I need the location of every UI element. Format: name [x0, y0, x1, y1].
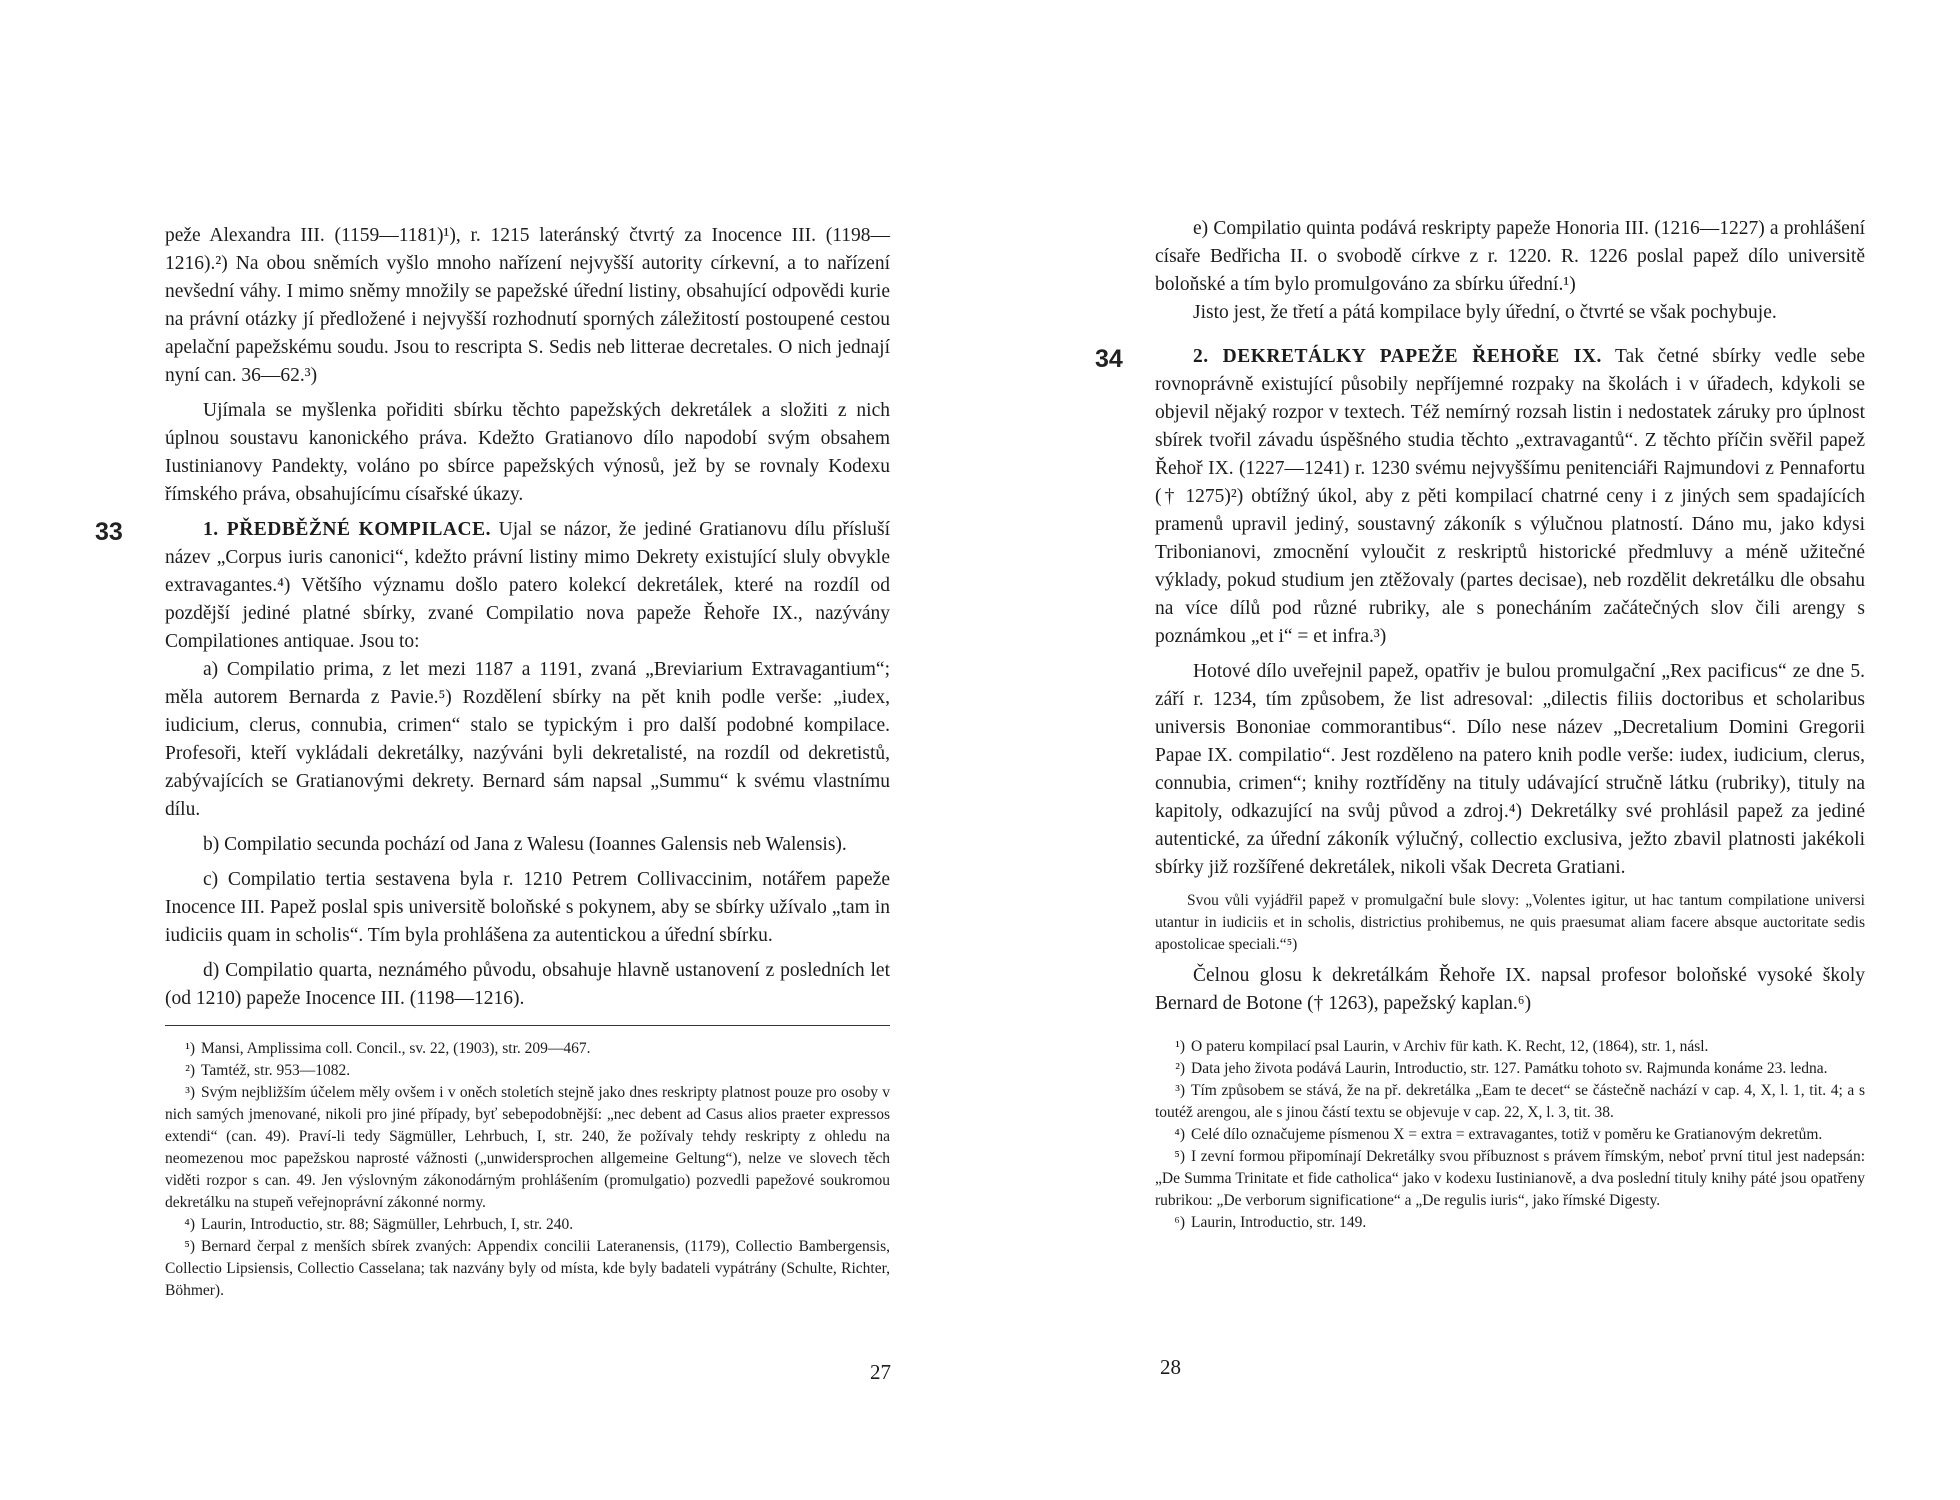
page-number-right: 28 [1160, 1355, 1181, 1379]
right-section-text: Tak četné sbírky vedle sebe rovnoprávně existující působily nepříjemné rozpaky na školách i v úřadech, kdykoli se objevil nějaký rozpor v textech. Též nemírný rozsah listin i nedostatek záruky pro úplnost sbírek tvořil závadu úspěšného studia těchto „extravagantů“. Z těchto příčin svěřil papež Řehoř IX. (1227—1241) r. 1230 svému nejvyššímu penitenciáři Rajmundovi z Pennafortu († 1275)²) obtížný úkol, aby z pěti kompilací chatrné ceny i z jiných sem spadajících pramenů upravil jediný, soustavný zákoník s výlučnou platností. Dáno mu, jako kdysi Tribonianovi, zmocnění vyloučit z reskriptů historické předmluvy a méně užitečné výklady, pokud studium jen ztěžovaly (partes decisae), neb rozdělit dekretálku dle obsahu na více dílů pod různé rubriky, ale s ponecháním začátečných slov čili arengy s poznámkou „et i“ = et infra.³) [1155, 346, 1865, 647]
right-body-text [1095, 215, 1865, 882]
left-body-text [95, 222, 891, 1013]
left-section-text: Ujal se názor, že jediné Gratianovu dílu přísluší název „Corpus iuris canonici“, kdežto právní listiny mimo Dekrety existující sluly obvykle extravagantes.⁴) Většího významu došlo patero kolekcí dekretálek, které na rozdíl od pozdější jediné platné sbírky, zvané Compilatio nova papeže Řehoře IX., nazývány Compilationes antiquae. Jsou to: [165, 519, 891, 652]
footnote: ³) Tím způsobem se stává, že na př. dekretálka „Eam te decet“ se částečně nachází v cap. 4, X, l. 1, tit. 4; a s toutéž arengou, ale s jinou částí textu se objevuje v cap. 22, X, l. 3, tit. 38. [1155, 1082, 1865, 1121]
left-paragraph-1: peže Alexandra III. (1159—1181)¹), r. 1215 lateránský čtvrtý za Inocence III. (1198—1216).²) Na obou sněmích vyšlo mnoho nařízení nejvyšší autority církevní, a to nařízení nevšední váhy. I mimo sněmy množily se papežské úřední listiny, obsahující odpovědi kurie na právní otázky jí předložené i nejvyšší rozhodnutí sporných záležitostí postoupené cestou apelační papežskému soudu. Jsou to rescripta S. Sedis neb litterae decretales. O nich jednají nyní can. 36—62.³) [165, 225, 890, 386]
left-page [95, 222, 891, 1302]
left-item-d: d) Compilatio quarta, neznámého původu, obsahuje hlavně ustanovení z posledních let (od 1210) papeže Inocence III. (1198—1216). [165, 960, 890, 1009]
section-heading-34: 2. DEKRETÁLKY PAPEŽE ŘEHOŘE IX. [1193, 346, 1602, 367]
left-item-a: a) Compilatio prima, z let mezi 1187 a 1191, zvaná „Breviarium Extravagantium“; měla autorem Bernarda z Pavie.⁵) Rozdělení sbírky na pět knih podle verše: „iudex, iudicium, clerus, connubia, crimen“ stalo se typickým i pro další podobné kompilace. Profesoři, kteří vykládali dekretálky, nazýváni byli dekretalisté, na rozdíl od dekretistů, zabývajících se Gratianovými dekrety. Bernard sám napsal „Summu“ k svému vlastnímu dílu. [165, 659, 890, 820]
right-section-34 [1095, 343, 1865, 651]
right-small-text [1155, 890, 1865, 956]
right-paragraph-3: Čelnou glosu k dekretálkám Řehoře IX. napsal profesor boloňské vysoké školy Bernard de Botone († 1263), papežský kaplan.⁶) [1155, 965, 1865, 1014]
right-item-e: e) Compilatio quinta podává reskripty papeže Honoria III. (1216—1227) a prohlášení císaře Bedřicha II. o svobodě církve z r. 1220. R. 1226 poslal papež dílo universitě boloňské a tím bylo promulgováno za sbírku úřední.¹) [1155, 218, 1865, 295]
footnote: ¹) Mansi, Amplissima coll. Concil., sv. 22, (1903), str. 209—467. [185, 1040, 591, 1057]
section-heading-33: 1. PŘEDBĚŽNÉ KOMPILACE. [203, 519, 491, 540]
right-paragraph-2: Hotové dílo uveřejnil papež, opatřiv je bulou promulgační „Rex pacificus“ ze dne 5. září r. 1234, tím způsobem, že list adresoval: „dilectis filiis doctoribus et scholaribus universis Bononiae commorantibus“. Dílo nese název „Decretalium Domini Gregorii Papae IX. compilatio“. Jest rozděleno na patero knih podle verše: iudex, iudicium, clerus, connubia, crimen“; knihy roztříděny na tituly udávající stručně látku (rubriky), tituly na kapitoly, odkazující na svůj původ a zdroj.⁴) Dekretálky své prohlásil papež za jediné autentické, za úřední zákoník výlučný, collectio exclusiva, ježto zbavil platnosti jakékoli sbírky již rozšířené dekretálek, nikoli však Decreta Gratiani. [1155, 661, 1865, 878]
left-paragraph-2: Ujímala se myšlenka pořiditi sbírku těchto papežských dekretálek a složiti z nich úplnou soustavu kanonického práva. Kdežto Gratianovo dílo napodobí svým obsahem Iustinianovy Pandekty, voláno po sbírce papežských výnosů, jež by se rovnaly Kodexu římského práva, obsahujícímu císařské úkazy. [165, 400, 890, 505]
footnote: ⁵) I zevní formou připomínají Dekretálky svou příbuznost s právem římským, neboť první titul jest nadepsán: „De Summa Trinitate et fide catholica“ jako v kodexu Iustinianově, a dva poslední tituly knihy páté jsou opatřeny rubrikou: „De verborum significatione“ a „De regulis iuris“, jako římské Digesty. [1155, 1148, 1865, 1209]
footnote: ⁴) Celé dílo označujeme písmenou X = extra = extravagantes, totiž v poměru ke Gratianovým dekretům. [1174, 1126, 1823, 1143]
left-item-b: b) Compilatio secunda pochází od Jana z Walesu (Ioannes Galensis neb Walensis). [203, 834, 847, 855]
margin-number-34: 34 [1095, 345, 1123, 373]
right-body-text-2 [1155, 962, 1865, 1018]
left-section-33 [95, 516, 891, 656]
page-number-left: 27 [870, 1360, 891, 1384]
footnote-divider [165, 1025, 890, 1026]
right-section-paragraph [1155, 343, 1865, 651]
margin-number-33: 33 [95, 518, 123, 546]
footnote: ²) Data jeho života podává Laurin, Introductio, str. 127. Památku tohoto sv. Rajmunda konáme 23. ledna. [1175, 1060, 1828, 1077]
footnote: ⁶) Laurin, Introductio, str. 149. [1174, 1214, 1367, 1231]
right-paragraph-1: Jisto jest, že třetí a pátá kompilace byly úřední, o čtvrté se však pochybuje. [1193, 302, 1777, 323]
right-footnotes [1155, 1036, 1865, 1234]
footnote: ⁴) Laurin, Introductio, str. 88; Sägmüller, Lehrbuch, I, str. 240. [184, 1216, 574, 1233]
left-item-c: c) Compilatio tertia sestavena byla r. 1210 Petrem Collivaccinim, notářem papeže Inocence III. Papež poslal spis universitě boloňské s pokynem, aby se sbírky užívalo „tam in iudiciis quam in scholis“. Tím byla prohlášena za autentickou a úřední sbírku. [165, 869, 890, 946]
footnote: ¹) O pateru kompilací psal Laurin, v Archiv für kath. K. Recht, 12, (1864), str. 1, násl. [1175, 1038, 1709, 1055]
left-section-paragraph [165, 516, 890, 656]
footnote: ³) Svým nejbližším účelem měly ovšem i v oněch stoletích stejně jako dnes reskripty platnost pouze pro osoby v nich samých jmenované, nikoli pro jiné případy, byť sebepodobnější: „nec debent ad Casus alios praeter expressos extendi“ (can. 49). Praví-li tedy Sägmüller, Lehrbuch, I, str. 240, že požívaly tehdy reskripty z ohledu na neomezenou moc papežskou naprosté vážnosti („unwidersprochen allgemeine Geltung“), nelze ve slovech těch viděti rozpor s can. 49. Jen výslovným zákonodárným prohlášením (promulgatio) pozvedli papežové soukromou dekretálku na stupeň veřejnoprávní zákonné normy. [165, 1084, 890, 1211]
right-small-paragraph: Svou vůli vyjádřil papež v promulgační bule slovy: „Volentes igitur, ut hac tantum compilatione universi utantur in iudiciis et in scholis, districtius prohibemus, ne quis praesumat aliam facere absque auctoritate sedis apostolicae speciali.“⁵) [1155, 892, 1865, 953]
left-footnotes [165, 1038, 890, 1302]
footnote: ⁵) Bernard čerpal z menších sbírek zvaných: Appendix concilii Lateranensis, (1179), Collectio Bambergensis, Collectio Lipsiensis, Collectio Casselana; tak nazvány byly od místa, kde byly badateli vypátrány (Schulte, Richter, Böhmer). [165, 1238, 890, 1299]
right-page [1095, 215, 1865, 1234]
footnote: ²) Tamtéž, str. 953—1082. [185, 1062, 351, 1079]
